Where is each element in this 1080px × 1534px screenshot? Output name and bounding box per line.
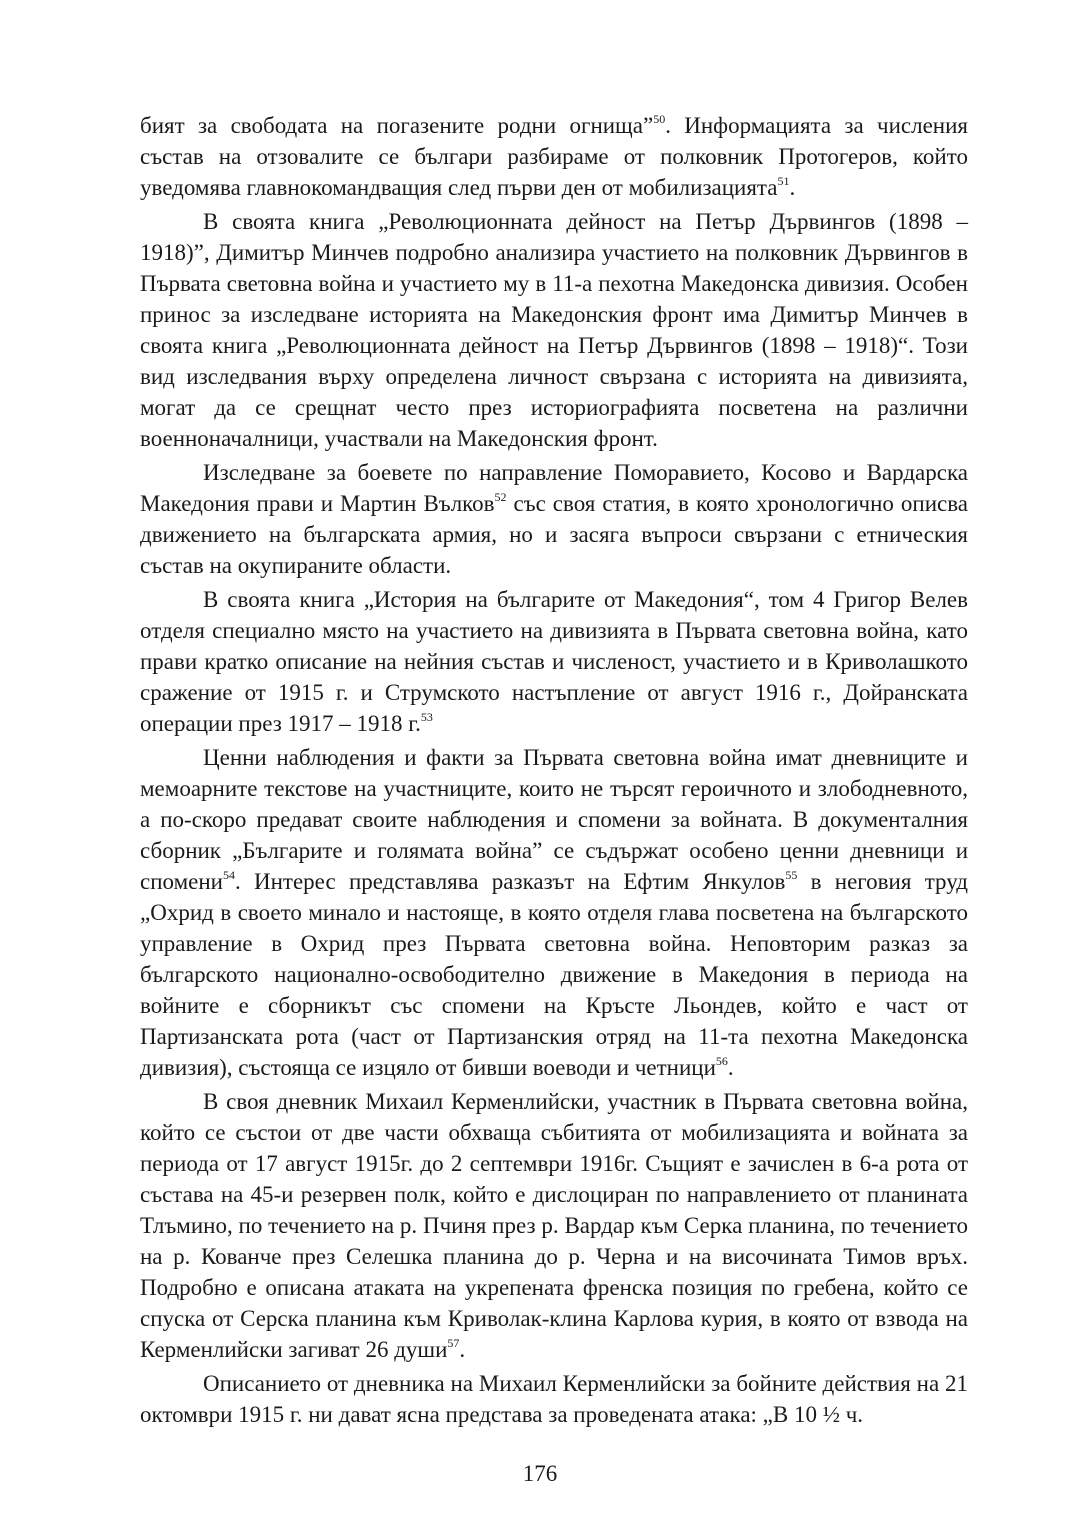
text-run: в неговия труд „Охрид в своето минало и настояще, в която отделя глава посветена на българското управление в Охрид през Първата световна война. Неповторим разказ за българското национално-освободително движение в Македония в периода на войните е сборникът със спомени на Кръсте Льондев, който е част от Партизанската рота (част от Партизанския отряд на 11-та пехотна Македонска дивизия), състояща се изцяло от бивши воеводи и четници — [140, 869, 968, 1080]
footnote-ref[interactable]: 50 — [653, 112, 666, 127]
paragraph — [140, 584, 968, 739]
paragraph — [140, 206, 968, 454]
footnote-ref[interactable]: 57 — [447, 1336, 460, 1351]
text-run: Изследване за боевете по направление Поморавието, Косово и Вардарска Македония прави и Мартин Вълков — [140, 460, 968, 516]
footnote-ref[interactable]: 56 — [715, 1054, 728, 1069]
footnote-ref[interactable]: 51 — [777, 174, 790, 189]
footnote-ref[interactable]: 55 — [785, 868, 798, 883]
page-body — [140, 110, 968, 1433]
paragraph — [140, 1086, 968, 1365]
text-run: бият за свободата на погазените родни огнища” — [140, 113, 654, 138]
paragraph — [140, 110, 968, 203]
text-run: В своята книга „История на българите от Македония“, том 4 Григор Велев отделя специално място на участието на дивизията в Първата световна война, като прави кратко описание на нейния състав и численост, участието и в Криволашкото сражение от 1915 г. и Струмското настъпление от август 1916 г., Дойранската операции през 1917 – 1918 г. — [140, 587, 968, 736]
text-run: . — [789, 175, 796, 200]
text-run: Ценни наблюдения и факти за Първата световна война имат дневниците и мемоарните текстове на участниците, които не търсят героичното и злободневното, а по-скоро предават своите наблюдения и спомени за войната. В документалния сборник „Българите и голямата война” се съдържат особено ценни дневници и спомени — [140, 745, 968, 894]
paragraph — [140, 742, 968, 1083]
paragraph — [140, 1368, 968, 1430]
text-run: . — [459, 1337, 466, 1362]
text-run: В своя дневник Михаил Керменлийски, участник в Първата световна война, който се състои от две части обхваща събитията от мобилизацията и войната за периода от 17 август 1915г. до 2 септември 1916г. Същият е зачислен в 6-а рота от състава на 45-и резервен полк, който е дислоциран по направлението от планината Тлъмино, по течението на р. Пчиня през р. Вардар към Серка планина, по течението на р. Кованче през Селешка планина до р. Черна и на височината Тимов връх. Подробно е описана атаката на укрепената френска позиция по гребена, който се спуска от Серска планина към Криволак-клина Карлова курия, в която от взвода на Керменлийски загиват 26 души — [140, 1089, 968, 1362]
footnote-ref[interactable]: 53 — [420, 710, 433, 725]
page-number: 176 — [522, 1461, 558, 1486]
text-run: със своя статия, в която хронологично описва движението на българската армия, но и засяга въпроси свързани с етническия състав на окупираните области. — [140, 491, 968, 578]
footnote-ref[interactable]: 54 — [222, 868, 235, 883]
paragraph — [140, 457, 968, 581]
footnote-ref[interactable]: 52 — [494, 490, 507, 505]
text-run: . Информацията за числения състав на отзовалите се българи разбираме от полковник Протогеров, който уведомява главнокомандващия след първи ден от мобилизацията — [140, 113, 968, 200]
text-run: . Интерес представлява разказът на Ефтим Янкулов — [234, 869, 786, 894]
text-run: В своята книга „Революционната дейност на Петър Дървингов (1898 – 1918)”, Димитър Минчев подробно анализира участието на полковник Дървингов в Първата световна война и участието му в 11-а пехотна Македонска дивизия. Особен принос за изследване историята на Македонския фронт има Димитър Минчев в своята книга „Революционната дейност на Петър Дървингов (1898 – 1918)“. Този вид изследвания върху определена личност свързана с историята на дивизията, могат да се срещнат често през историографията посветена на различни военноначалници, участвали на Македонския фронт. — [140, 209, 968, 451]
text-run: . — [727, 1055, 734, 1080]
text-run: Описанието от дневника на Михаил Керменлийски за бойните действия на 21 октомври 1915 г. ни дават ясна представа за проведената атака: „В 10 ½ ч. — [140, 1371, 968, 1427]
